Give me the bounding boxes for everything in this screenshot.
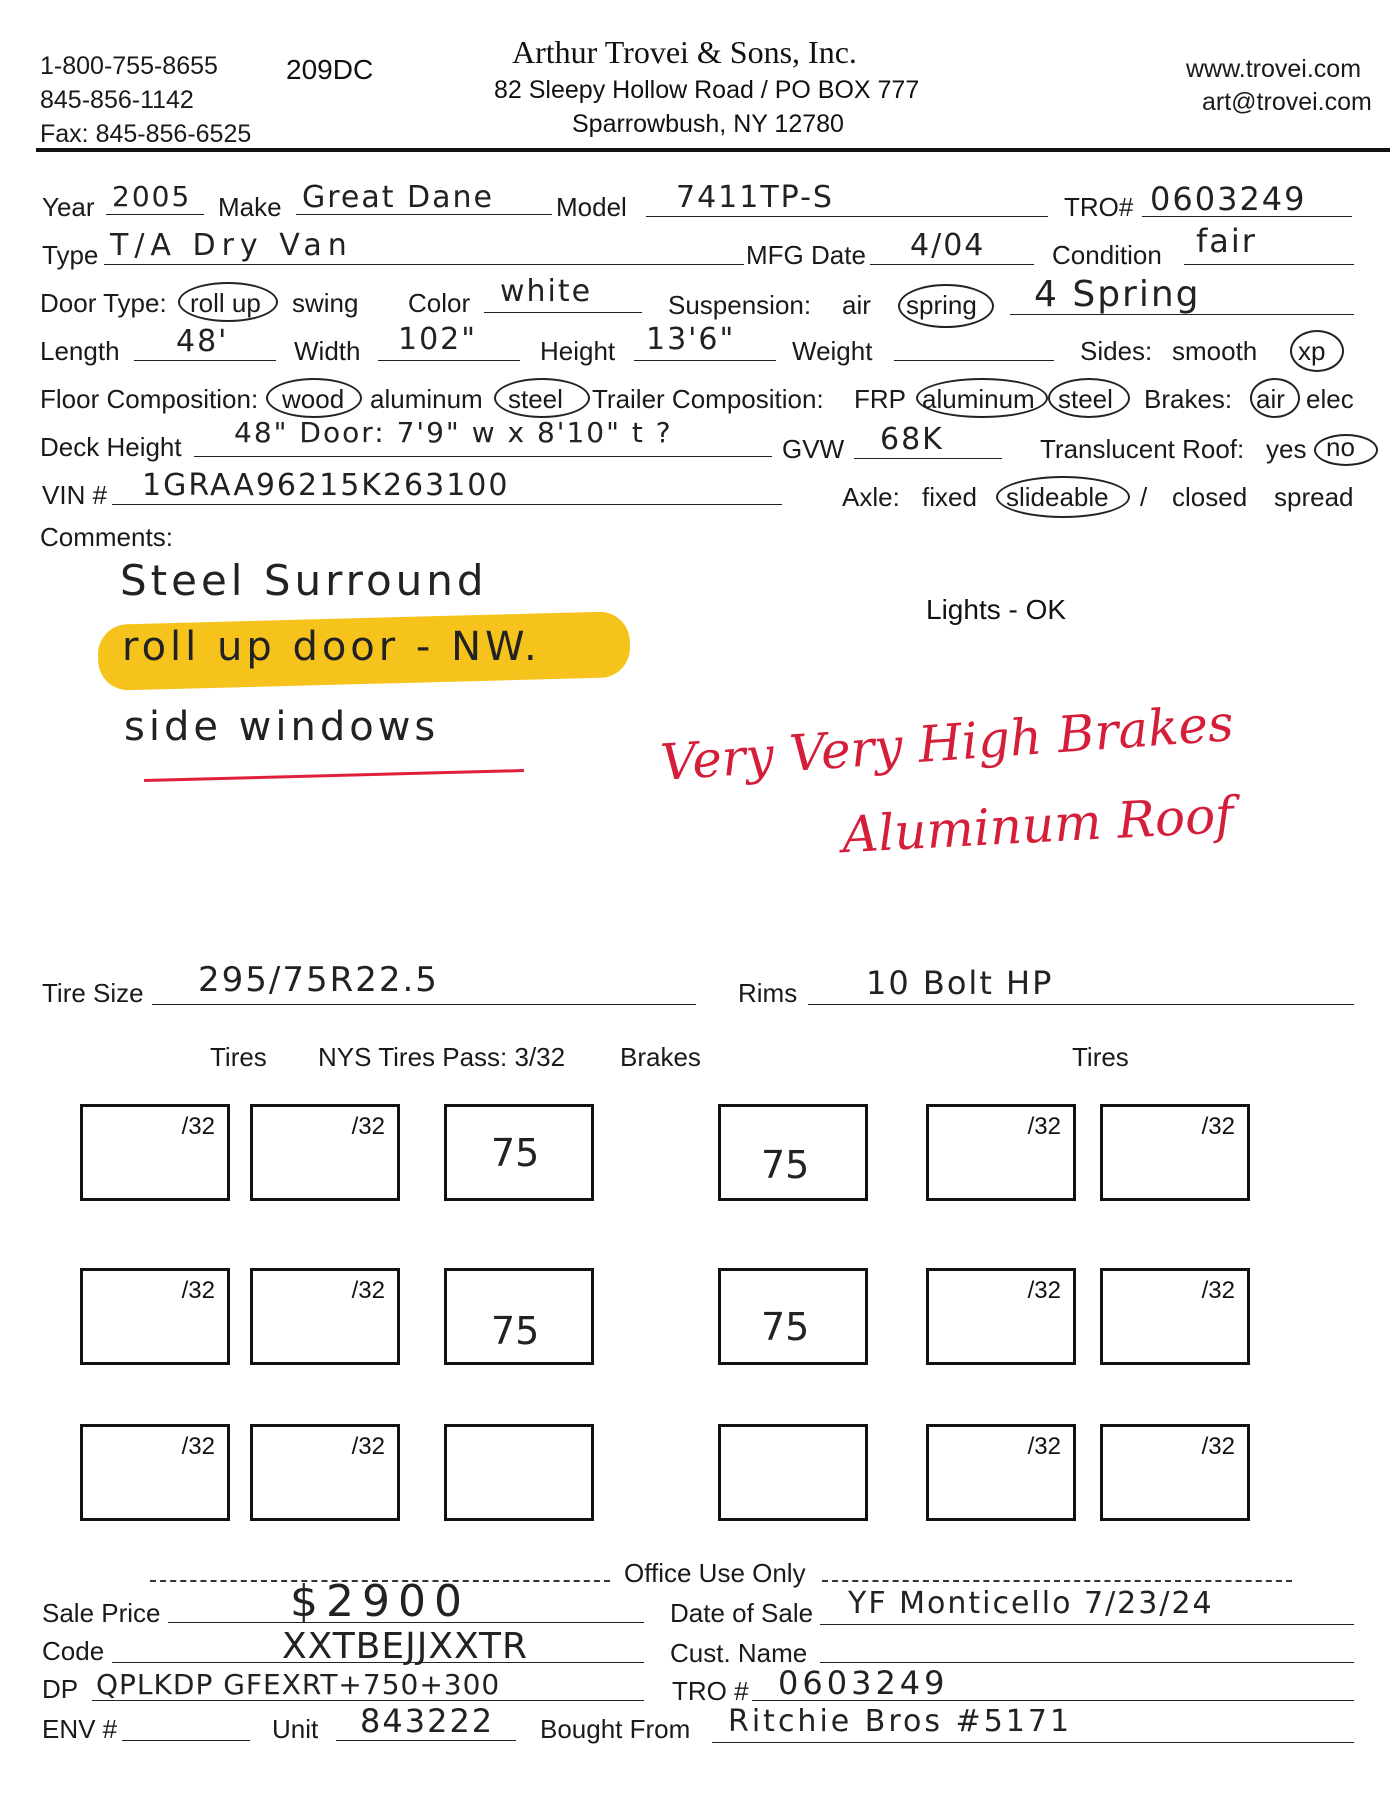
height-label: Height bbox=[540, 336, 616, 366]
comment-line-3: side windows bbox=[124, 704, 440, 750]
year-label: Year bbox=[42, 192, 95, 222]
tread-unit: /32 bbox=[1027, 1433, 1061, 1460]
tread-unit: /32 bbox=[1201, 1277, 1235, 1304]
sides-xp-option[interactable]: xp bbox=[1298, 336, 1326, 366]
length-value: 48' bbox=[176, 324, 229, 359]
nys-pass-heading: NYS Tires Pass: 3/32 bbox=[318, 1042, 566, 1072]
type-value: T/A Dry Van bbox=[110, 228, 353, 263]
unit-line bbox=[336, 1740, 516, 1741]
tread-unit: /32 bbox=[351, 1277, 385, 1304]
form-code: 209DC bbox=[286, 54, 374, 85]
tread-unit: /32 bbox=[181, 1433, 215, 1460]
date-of-sale-value: YF Monticello 7/23/24 bbox=[848, 1586, 1214, 1621]
tire-box-r2-c5[interactable] bbox=[926, 1268, 1076, 1365]
color-line bbox=[484, 312, 642, 313]
phone-2: 845-856-1142 bbox=[40, 86, 194, 114]
office-use-heading: Office Use Only bbox=[624, 1558, 806, 1588]
tires-left-heading: Tires bbox=[210, 1042, 267, 1072]
tire-box-r3-c6[interactable] bbox=[1100, 1424, 1250, 1521]
vin-line bbox=[112, 504, 782, 505]
lights-note: Lights - OK bbox=[926, 594, 1067, 625]
axle-separator: / bbox=[1140, 482, 1148, 512]
deck-height-label: Deck Height bbox=[40, 432, 182, 462]
tire-box-r3-c2[interactable] bbox=[250, 1424, 400, 1521]
condition-line bbox=[1184, 264, 1354, 265]
sides-label: Sides: bbox=[1080, 336, 1153, 366]
suspension-spring-option[interactable]: spring bbox=[906, 290, 977, 320]
comment-line-2: roll up door - NW. bbox=[122, 624, 541, 670]
header-divider bbox=[36, 148, 1390, 152]
tire-box-r1-c6[interactable] bbox=[1100, 1104, 1250, 1201]
cust-name-label: Cust. Name bbox=[670, 1638, 808, 1668]
brakes-heading: Brakes bbox=[620, 1042, 701, 1072]
width-value: 102" bbox=[398, 322, 478, 357]
type-line bbox=[104, 264, 744, 265]
axle-label: Axle: bbox=[842, 482, 900, 512]
axle-closed-option[interactable]: closed bbox=[1172, 482, 1248, 512]
length-label: Length bbox=[40, 336, 120, 366]
brake-value: 75 bbox=[761, 1143, 810, 1187]
brake-box-r3-left[interactable] bbox=[444, 1424, 594, 1521]
phone-1: 1-800-755-8655 bbox=[40, 52, 218, 80]
make-label: Make bbox=[218, 192, 282, 222]
roof-no-option[interactable]: no bbox=[1326, 432, 1355, 462]
weight-label: Weight bbox=[792, 336, 873, 366]
floor-steel-option[interactable]: steel bbox=[508, 384, 563, 414]
floor-composition-label: Floor Composition: bbox=[40, 384, 259, 414]
tread-unit: /32 bbox=[1201, 1113, 1235, 1140]
unit-label: Unit bbox=[272, 1714, 319, 1744]
color-label: Color bbox=[408, 288, 471, 318]
sides-smooth-option[interactable]: smooth bbox=[1172, 336, 1258, 366]
company-name: Arthur Trovei & Sons, Inc. bbox=[512, 34, 857, 70]
comment-line-1: Steel Surround bbox=[120, 556, 488, 605]
suspension-label: Suspension: bbox=[668, 290, 812, 320]
translucent-roof-label: Translucent Roof: bbox=[1040, 434, 1245, 464]
mfg-date-line bbox=[870, 264, 1034, 265]
bought-from-label: Bought From bbox=[540, 1714, 691, 1744]
dp-label: DP bbox=[42, 1674, 79, 1704]
brake-box-r2-right[interactable] bbox=[718, 1268, 868, 1365]
door-swing-option[interactable]: swing bbox=[292, 288, 359, 318]
tire-size-value: 295/75R22.5 bbox=[198, 960, 439, 1000]
floor-wood-option[interactable]: wood bbox=[282, 384, 345, 414]
bought-from-line bbox=[712, 1742, 1354, 1743]
address-line-2: Sparrowbush, NY 12780 bbox=[572, 110, 844, 138]
date-of-sale-line bbox=[820, 1624, 1354, 1625]
tread-unit: /32 bbox=[1027, 1113, 1061, 1140]
tire-box-r1-c2[interactable] bbox=[250, 1104, 400, 1201]
brake-box-r1-right[interactable] bbox=[718, 1104, 868, 1201]
model-label: Model bbox=[556, 192, 627, 222]
tire-box-r3-c1[interactable] bbox=[80, 1424, 230, 1521]
dp-value: QPLKDP GFEXRT+750+300 bbox=[96, 1668, 501, 1701]
trailer-aluminum-option[interactable]: aluminum bbox=[922, 384, 1035, 414]
deck-height-value: 48" Door: 7'9" w x 8'10" t ? bbox=[234, 416, 673, 449]
roof-yes-option[interactable]: yes bbox=[1266, 434, 1307, 464]
brakes-air-option[interactable]: air bbox=[1256, 384, 1285, 414]
brake-box-r3-right[interactable] bbox=[718, 1424, 868, 1521]
length-line bbox=[134, 360, 276, 361]
brake-box-r1-left[interactable] bbox=[444, 1104, 594, 1201]
tires-right-heading: Tires bbox=[1072, 1042, 1129, 1072]
mfg-date-label: MFG Date bbox=[746, 240, 866, 270]
brake-value: 75 bbox=[491, 1131, 540, 1175]
axle-fixed-option[interactable]: fixed bbox=[922, 482, 977, 512]
model-value: 7411TP-S bbox=[676, 180, 834, 215]
rims-label: Rims bbox=[738, 978, 798, 1008]
gvw-line bbox=[854, 458, 1002, 459]
tro-2-label: TRO # bbox=[672, 1676, 749, 1706]
vin-value: 1GRAA96215K263100 bbox=[142, 468, 510, 503]
tread-unit: /32 bbox=[351, 1433, 385, 1460]
gvw-label: GVW bbox=[782, 434, 845, 464]
website-link[interactable]: www.trovei.com bbox=[1186, 55, 1362, 83]
tread-unit: /32 bbox=[181, 1277, 215, 1304]
condition-label: Condition bbox=[1052, 240, 1162, 270]
tro-value: 0603249 bbox=[1150, 180, 1307, 218]
rims-line bbox=[808, 1004, 1354, 1005]
year-value: 2005 bbox=[112, 180, 192, 213]
door-roll-up-option[interactable]: roll up bbox=[190, 288, 261, 318]
tire-box-r1-c1[interactable] bbox=[80, 1104, 230, 1201]
tro-label: TRO# bbox=[1064, 192, 1134, 222]
height-line bbox=[634, 360, 776, 361]
weight-line bbox=[894, 360, 1054, 361]
env-label: ENV # bbox=[42, 1714, 118, 1744]
model-line bbox=[646, 216, 1048, 217]
red-note-line-2: Aluminum Roof bbox=[840, 785, 1236, 865]
tread-unit: /32 bbox=[351, 1113, 385, 1140]
axle-slideable-option[interactable]: slideable bbox=[1006, 482, 1109, 512]
sale-price-label: Sale Price bbox=[42, 1598, 161, 1628]
tire-box-r2-c2[interactable] bbox=[250, 1268, 400, 1365]
width-line bbox=[378, 360, 520, 361]
tire-box-r2-c1[interactable] bbox=[80, 1268, 230, 1365]
tire-box-r1-c5[interactable] bbox=[926, 1104, 1076, 1201]
sale-price-value: $2900 bbox=[290, 1576, 470, 1627]
suspension-note: 4 Spring bbox=[1034, 274, 1201, 315]
address-line-1: 82 Sleepy Hollow Road / PO BOX 777 bbox=[494, 76, 920, 104]
tire-size-line bbox=[152, 1004, 696, 1005]
trailer-composition-label: Trailer Composition: bbox=[592, 384, 824, 414]
color-value: white bbox=[500, 274, 593, 309]
fax-number: Fax: 845-856-6525 bbox=[40, 120, 252, 148]
tread-unit: /32 bbox=[181, 1113, 215, 1140]
vin-label: VIN # bbox=[42, 480, 108, 510]
red-note-line-1: Very Very High Brakes bbox=[658, 694, 1236, 792]
brakes-elec-option[interactable]: elec bbox=[1306, 384, 1354, 414]
axle-spread-option[interactable]: spread bbox=[1274, 482, 1354, 512]
tro-2-value: 0603249 bbox=[778, 1664, 949, 1702]
condition-value: fair bbox=[1196, 222, 1257, 260]
mfg-date-value: 4/04 bbox=[910, 228, 986, 263]
door-type-label: Door Type: bbox=[40, 288, 167, 318]
tread-unit: /32 bbox=[1201, 1433, 1235, 1460]
width-label: Width bbox=[294, 336, 361, 366]
brake-value: 75 bbox=[491, 1309, 540, 1353]
height-value: 13'6" bbox=[646, 322, 736, 357]
rims-value: 10 Bolt HP bbox=[866, 964, 1054, 1002]
deck-height-line bbox=[194, 456, 772, 457]
brake-box-r2-left[interactable] bbox=[444, 1268, 594, 1365]
tire-box-r3-c5[interactable] bbox=[926, 1424, 1076, 1521]
unit-value: 843222 bbox=[360, 1702, 495, 1740]
suspension-air-option[interactable]: air bbox=[842, 290, 871, 320]
code-label: Code bbox=[42, 1636, 105, 1666]
date-of-sale-label: Date of Sale bbox=[670, 1598, 814, 1628]
make-value: Great Dane bbox=[302, 180, 495, 215]
trailer-steel-option[interactable]: steel bbox=[1058, 384, 1113, 414]
cust-name-line bbox=[820, 1662, 1354, 1663]
email-link[interactable]: art@trovei.com bbox=[1202, 88, 1372, 116]
gvw-value: 68K bbox=[880, 422, 944, 457]
comment-red-underline bbox=[144, 769, 524, 782]
tire-box-r2-c6[interactable] bbox=[1100, 1268, 1250, 1365]
floor-aluminum-option[interactable]: aluminum bbox=[370, 384, 483, 414]
env-line bbox=[122, 1740, 250, 1741]
brake-value: 75 bbox=[761, 1305, 810, 1349]
type-label: Type bbox=[42, 240, 99, 270]
trailer-frp-option[interactable]: FRP bbox=[854, 384, 906, 414]
year-line bbox=[106, 214, 204, 215]
comments-label: Comments: bbox=[40, 522, 173, 552]
bought-from-value: Ritchie Bros #5171 bbox=[728, 1704, 1073, 1739]
tire-size-label: Tire Size bbox=[42, 978, 144, 1008]
brakes-label: Brakes: bbox=[1144, 384, 1233, 414]
code-value: XXTBEJJXXTR bbox=[282, 1626, 529, 1667]
tread-unit: /32 bbox=[1027, 1277, 1061, 1304]
office-divider-right bbox=[822, 1580, 1292, 1582]
